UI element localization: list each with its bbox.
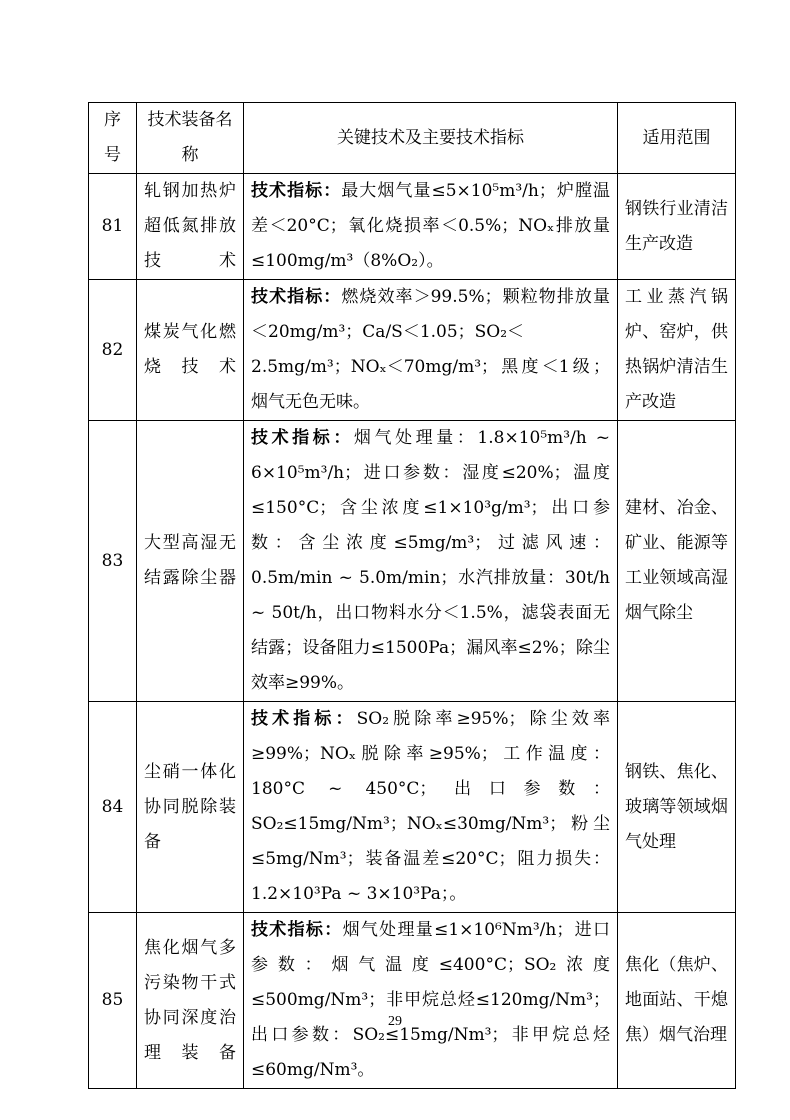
header-spec: 关键技术及主要技术指标 [244, 103, 618, 174]
table-row [89, 421, 736, 702]
row-name: 轧钢加热炉超低氮排放技术 [137, 174, 244, 280]
spec-text: 烟气处理量≤1×10⁶Nm³/h；进口参数：烟气温度≤400°C；SO₂浓度≤500mg/Nm³；非甲烷总烃≤120mg/Nm³；出口参数：SO₂≤15mg/Nm³；非甲烷总烃≤60mg/Nm³。 [251, 920, 610, 1080]
row-index: 85 [89, 913, 137, 1089]
row-spec [244, 702, 618, 913]
row-spec [244, 280, 618, 421]
row-index: 84 [89, 702, 137, 913]
header-index: 序号 [89, 103, 137, 174]
spec-label: 技术指标： [251, 709, 357, 729]
row-scope: 工业蒸汽锅炉、窑炉，供热锅炉清洁生产改造 [618, 280, 736, 421]
table-row [89, 174, 736, 280]
row-index: 82 [89, 280, 137, 421]
spec-label: 技术指标： [251, 920, 343, 940]
row-index: 81 [89, 174, 137, 280]
row-name: 煤炭气化燃烧技术 [137, 280, 244, 421]
header-name: 技术装备名称 [137, 103, 244, 174]
header-scope: 适用范围 [618, 103, 736, 174]
row-scope: 钢铁行业清洁生产改造 [618, 174, 736, 280]
page-number: 29 [388, 1014, 402, 1029]
table-row [89, 702, 736, 913]
row-spec [244, 913, 618, 1089]
row-index: 83 [89, 421, 137, 702]
spec-label: 技术指标： [251, 287, 342, 307]
technology-table [88, 102, 736, 1089]
row-name: 大型高湿无结露除尘器 [137, 421, 244, 702]
spec-text: SO₂脱除率≥95%；除尘效率≥99%；NOₓ脱除率≥95%；工作温度：180°C ~ 450°C；出口参数：SO₂≤15mg/Nm³；NOₓ≤30mg/Nm³；粉尘≤5mg/Nm³；装备温差≤20°C；阻力损失：1.2×10³Pa ~ 3×10³Pa；。 [251, 709, 610, 904]
row-scope: 焦化（焦炉、地面站、干熄焦）烟气治理 [618, 913, 736, 1089]
row-name: 尘硝一体化协同脱除装备 [137, 702, 244, 913]
spec-text: 燃烧效率＞99.5%；颗粒物排放量＜20mg/m³；Ca/S＜1.05；SO₂＜2.5mg/m³；NOₓ＜70mg/m³；黑度＜1级；烟气无色无味。 [251, 287, 610, 412]
table-row [89, 913, 736, 1089]
table-header-row [89, 103, 736, 174]
spec-text: 烟气处理量：1.8×10⁵m³/h ~ 6×10⁵m³/h；进口参数：湿度≤20%；温度≤150°C；含尘浓度≤1×10³g/m³；出口参数：含尘浓度≤5mg/m³；过滤风速：0.5m/min ~ 5.0m/min；水汽排放量：30t/h ~ 50t/h，出口物料水分＜1.5%，滤袋表面无结露；设备阻力≤1500Pa；漏风率≤2%；除尘效率≥99%。 [251, 428, 610, 693]
spec-label: 技术指标： [251, 428, 354, 448]
spec-label: 技术指标： [251, 181, 342, 201]
spec-text: 最大烟气量≤5×10⁵m³/h；炉膛温差＜20°C；氧化烧损率＜0.5%；NOₓ排放量≤100mg/m³（8%O₂）。 [251, 181, 610, 271]
row-scope: 钢铁、焦化、玻璃等领域烟气处理 [618, 702, 736, 913]
row-scope: 建材、冶金、矿业、能源等工业领域高湿烟气除尘 [618, 421, 736, 702]
row-name: 焦化烟气多污染物干式协同深度治理装备 [137, 913, 244, 1089]
table-row [89, 280, 736, 421]
row-spec [244, 421, 618, 702]
row-spec [244, 174, 618, 280]
